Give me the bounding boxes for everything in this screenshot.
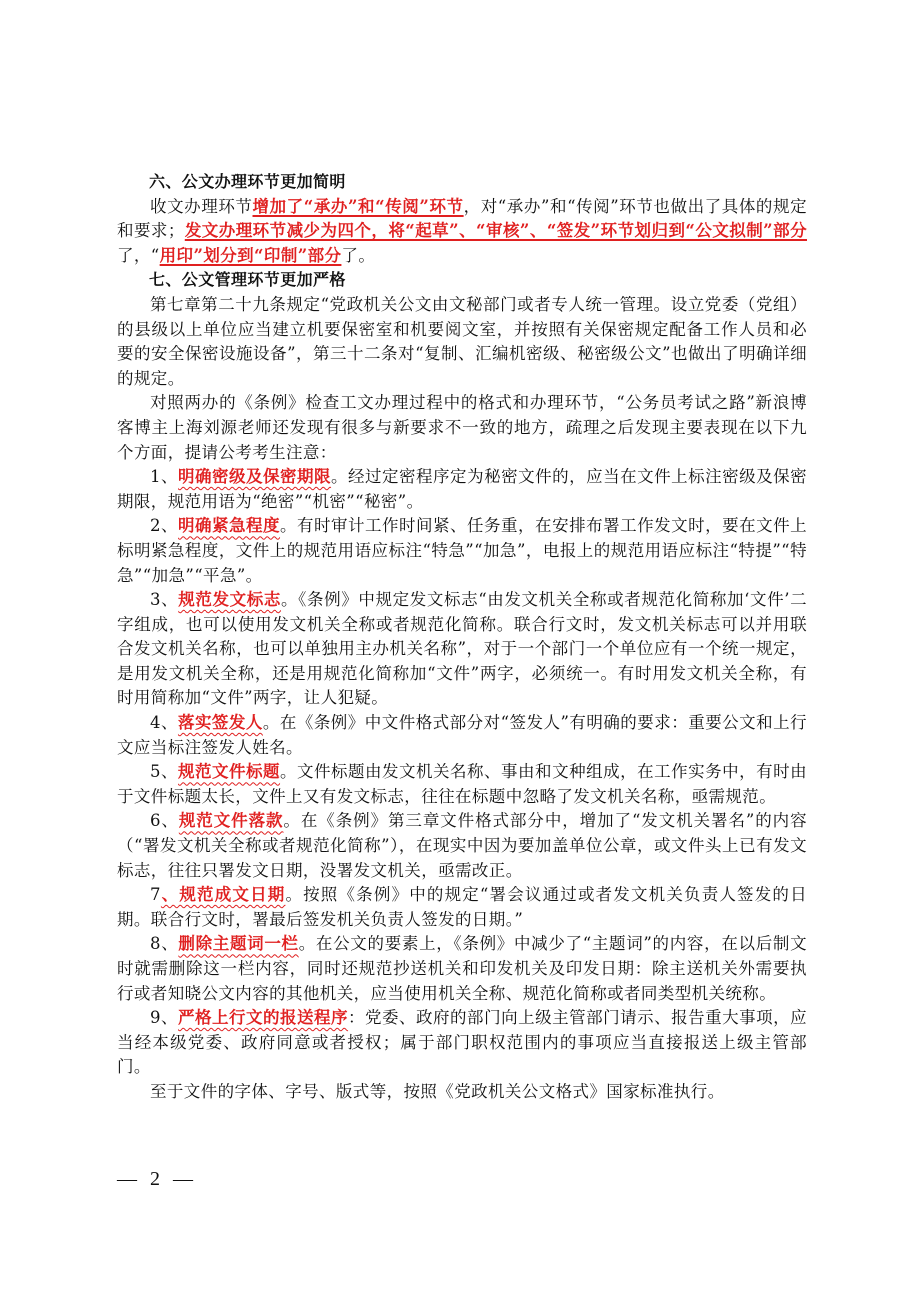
list-item [117, 760, 807, 809]
item-title: 明确紧急程度 [178, 516, 281, 536]
list-item [117, 809, 807, 883]
section-7-paragraph-2: 对照两办的《条例》检查工文办理过程中的格式和办理环节，“公务员考试之路”新浪博客博主上海刘源老师还发现有很多与新要求不一致的地方，疏理之后发现主要表现在以下九个方面，提请公考考生注意： [117, 393, 807, 462]
item-title: 规范发文标志 [178, 590, 281, 610]
section-6-heading: 六、公文办理环节更加简明 [149, 172, 346, 191]
item-number: 8、 [150, 934, 179, 954]
section-6-paragraph [117, 195, 807, 269]
text-run: ，对“承办”和“传阅”环节也做出了具体的规定和要求； [117, 196, 807, 241]
item-title: 删除主题词一栏 [178, 934, 299, 954]
item-body: 。在《条例》第三章文件格式部分中，增加了“发文机关署名”的内容（“署发文机关全称或者规范化简称”），在现实中因为要加盖单位公章，或文件头上已有发文标志，往往只署发文日期，没署发文机关，亟需改正。 [117, 811, 807, 880]
item-title: 规范文件落款 [178, 811, 284, 831]
item-body: 。按照《条例》中的规定“署会议通过或者发文机关负责人签发的日期。联合行文时，署最后签发机关负责人签发的日期。” [117, 885, 807, 929]
item-title: 落实签发人 [177, 713, 263, 733]
item-number: 9、 [150, 1008, 179, 1028]
item-title: 规范文件标题 [178, 762, 281, 782]
item-title: 严格上行文的报送程序 [178, 1008, 349, 1028]
text-run: 了。 [341, 245, 376, 265]
highlight-text: 增加了“承办”和“传阅”环节 [252, 196, 464, 216]
text-run: 收文办理环节 [150, 196, 253, 216]
item-number: 3、 [150, 590, 179, 610]
item-number: 7 [150, 885, 161, 905]
section-7-paragraph-1: 第七章第二十九条规定“党政机关公文由文秘部门或者专人统一管理。设立党委（党组）的县级以上单位应当建立机要保密室和机要阅文室，并按照有关保密规定配备工作人员和必要的安全保密设施设备”，第三十二条对“复制、汇编机密级、秘密级公文”也做出了明确详细的规定。 [117, 294, 807, 388]
list-item [117, 588, 807, 711]
item-body: 。文件标题由发文机关名称、事由和文种组成，在工作实务中，有时由于文件标题太长，文件上又有发文标志，往往在标题中忽略了发文机关名称，亟需规范。 [117, 762, 807, 806]
highlight-text: 发文办理环节减少为四个，将“起草”、“审核”、“签发”环节划归到“公文拟制”部分 [184, 221, 807, 241]
item-number: 1、 [150, 467, 179, 487]
item-body: 。有时审计工作时间紧、任务重，在安排布署工作发文时，要在文件上标明紧急程度，文件上的规范用语应标注“特急”“加急”，电报上的规范用语应标注“特提”“特急”“加急”“平急”。 [117, 516, 807, 585]
list-item [117, 883, 807, 932]
item-number: 6、 [150, 811, 179, 831]
item-title: 、规范成文日期 [160, 885, 286, 905]
item-number: 4、 [150, 713, 178, 733]
page-number: — 2 — [117, 1168, 197, 1190]
item-number: 2、 [150, 516, 179, 536]
item-body: ：党委、政府的部门向上级主管部门请示、报告重大事项，应当经本级党委、政府同意或者授权；属于部门职权范围内的事项应当直接报送上级主管部门。 [117, 1008, 807, 1077]
list-item [117, 1006, 807, 1080]
closing-paragraph: 至于文件的字体、字号、版式等，按照《党政机关公文格式》国家标准执行。 [150, 1081, 725, 1101]
text-run: 了，“ [117, 245, 160, 265]
list-item [117, 465, 807, 514]
document-body [117, 170, 807, 1105]
highlight-text: 用印”划分到“印制”部分 [159, 245, 342, 265]
list-item [117, 711, 807, 760]
list-item [117, 932, 807, 1006]
item-body: 。在《条例》中文件格式部分对“签发人”有明确的要求：重要公文和上行文应当标注签发人姓名。 [117, 713, 807, 757]
item-body: 。《条例》中规定发文标志“由发文机关全称或者规范化简称加‘文件’二字组成，也可以使用发文机关全称或者规范化简称。联合行文时，发文机关标志可以并用联合发文机关名称，也可以单独用主办机关名称”，对于一个部门一个单位应有一个统一规定，是用发文机关全称，还是用规范化简称加“文件”两字，必须统一。有时用发文机关全称，有时用简称加“文件”两字，让人犯疑。 [117, 590, 807, 708]
item-body: 。经过定密程序定为秘密文件的，应当在文件上标注密级及保密期限，规范用语为“绝密”“机密”“秘密”。 [117, 467, 808, 511]
item-title: 明确密级及保密期限 [178, 467, 332, 487]
item-number: 5、 [150, 762, 179, 782]
section-7-heading: 七、公文管理环节更加严格 [149, 270, 346, 290]
item-body: 。在公文的要素上，《条例》中减少了“主题词”的内容，在以后制文时就需删除这一栏内容，同时还规范抄送机关和印发机关及印发日期：除主送机关外需要执行或者知晓公文内容的其他机关，应当使用机关全称、规范化简称或者同类型机关统称。 [117, 934, 807, 1003]
list-item [117, 514, 807, 588]
